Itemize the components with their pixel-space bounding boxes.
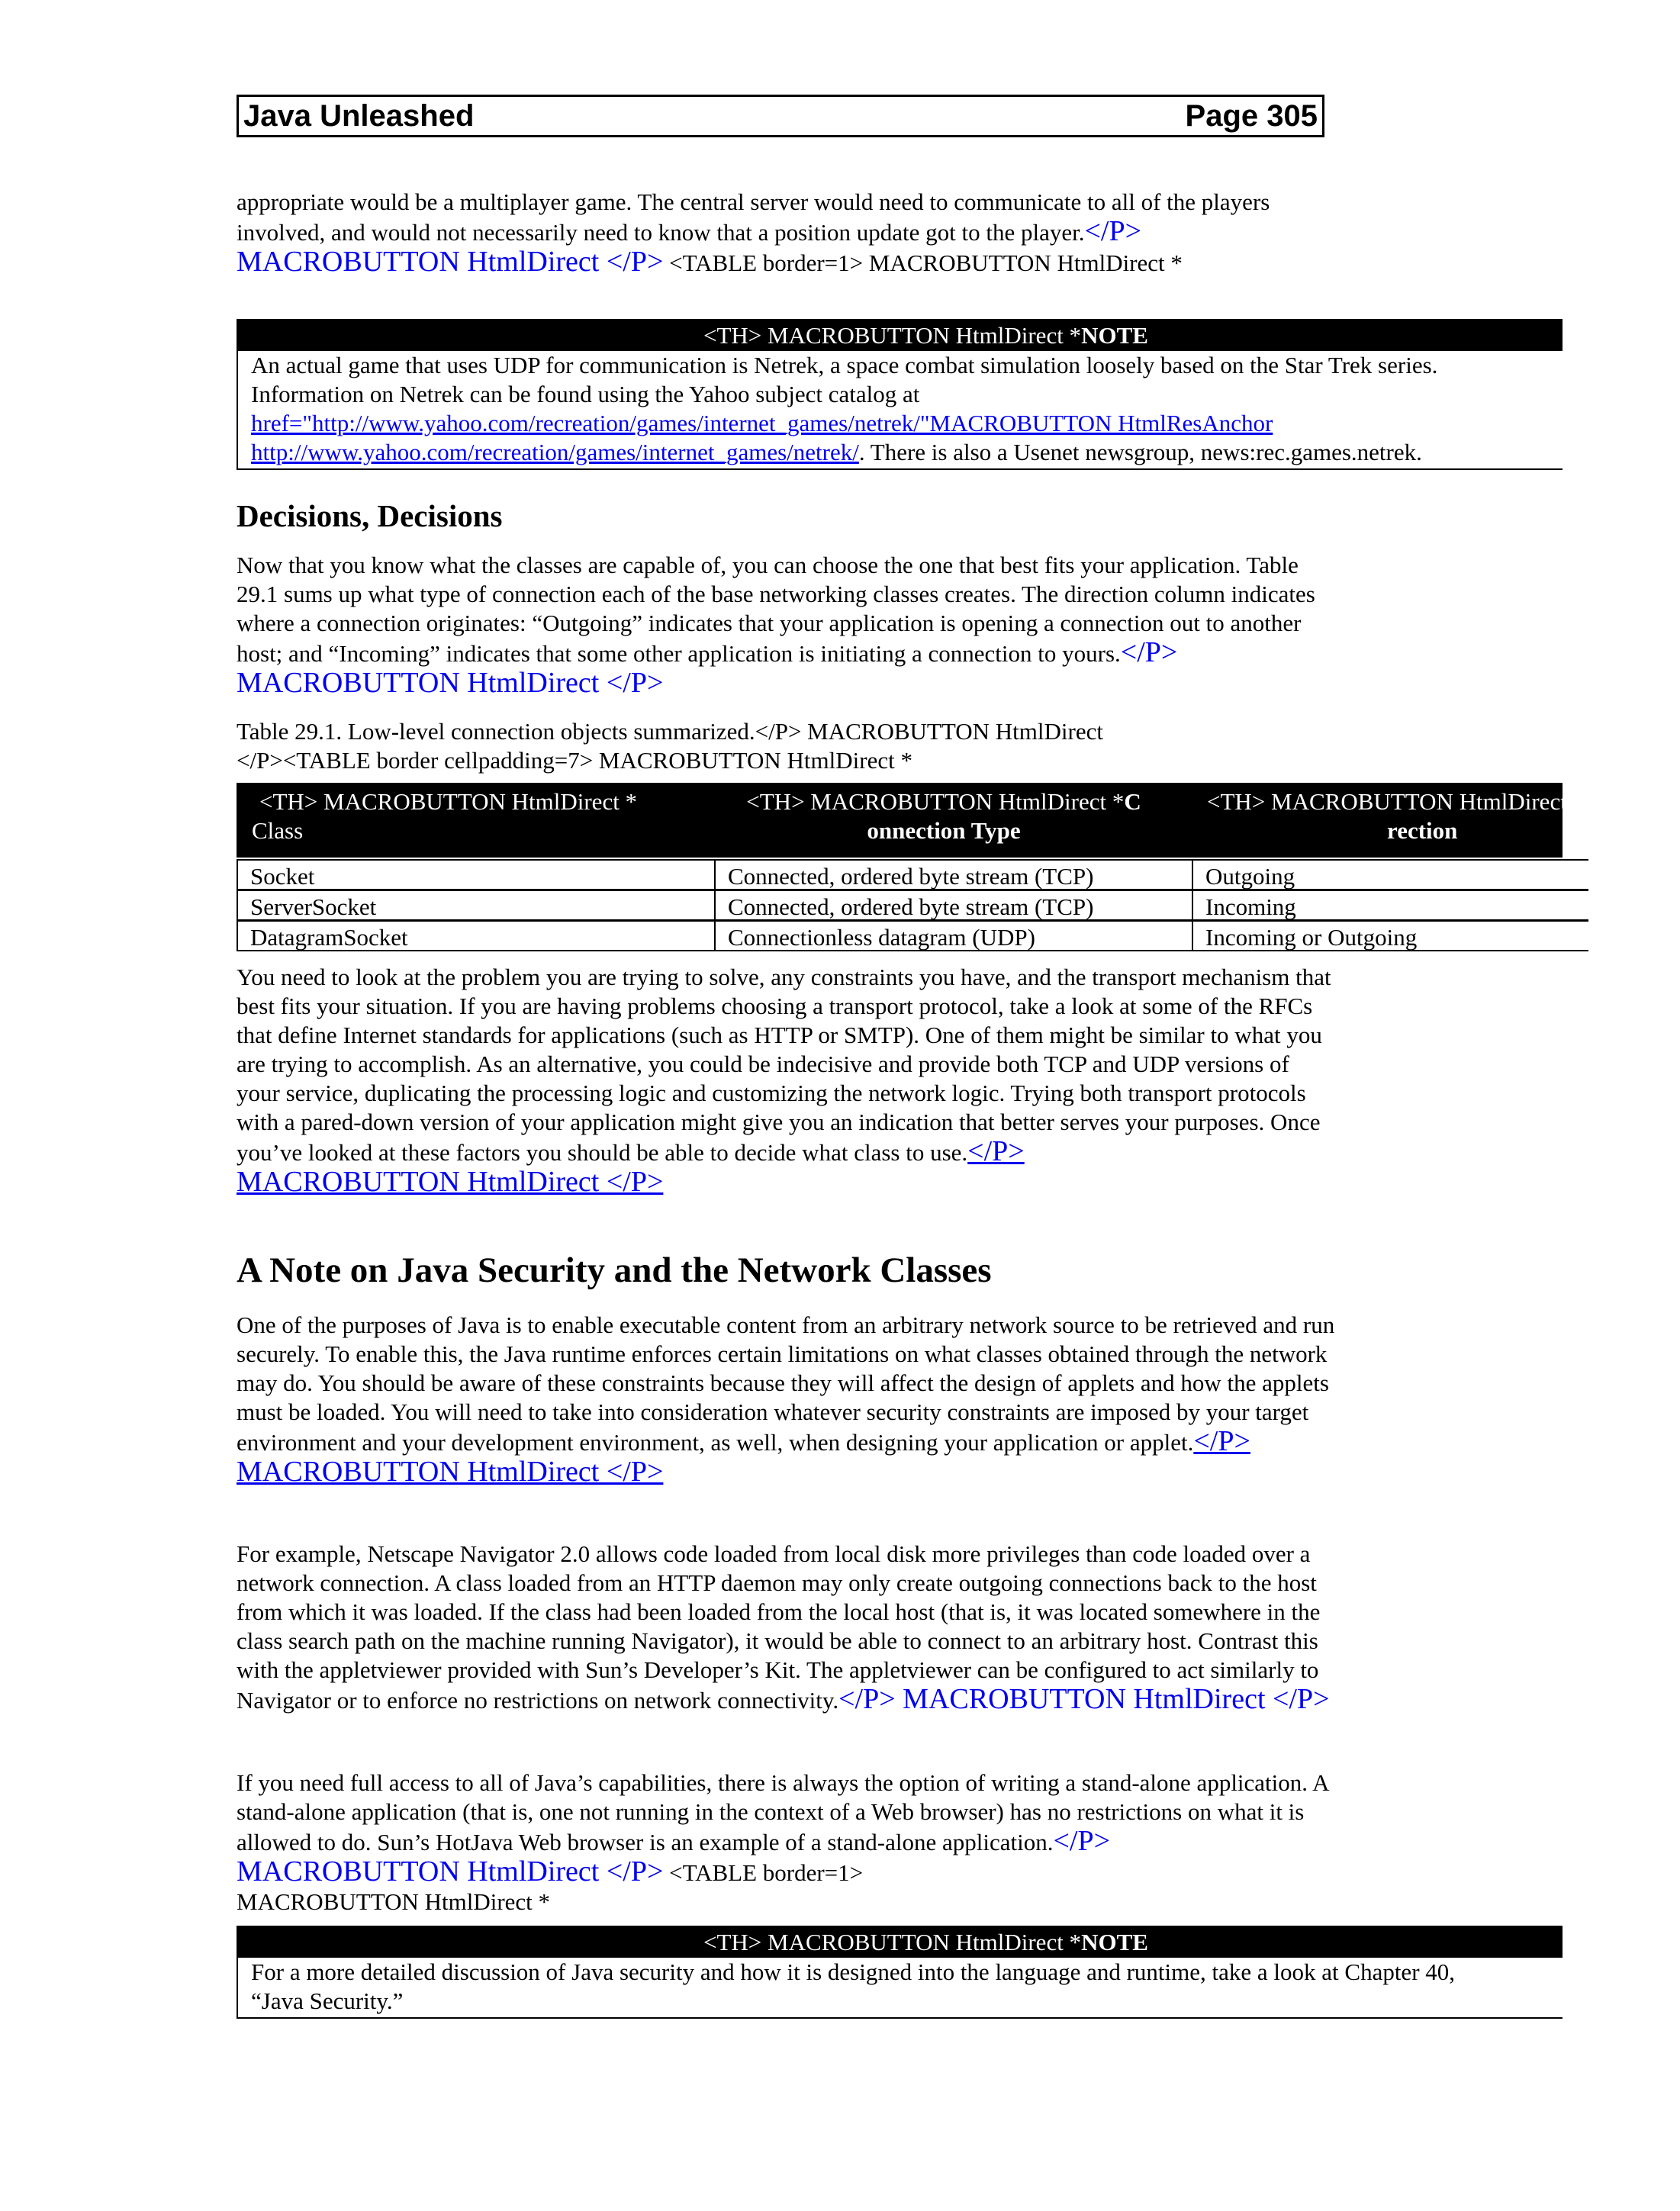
security-paragraph-2: For example, Netscape Navigator 2.0 allows code loaded from local disk more privileges than code loaded over a network connection. A class loaded from an HTTP daemon may only create outgoing connections back to the host from which it was loaded. If the class had been loaded from the local host (that is, it was located somewhere in the class search path on the machine running Navigator), it would be able to connect to an arbitrary host. Contrast this with the appletviewer provided with Sun’s Developer’s Kit. The appletviewer can be configured to act similarly to Navigator or to enforce no restrictions on network connectivity.</P> MACROBUTTON HtmlDirect </P> <box>237 1540 1330 1715</box>
macrobutton-link[interactable]: </P> <box>1193 1425 1250 1457</box>
netrek-anchor-link[interactable]: href="http://www.yahoo.com/recreation/games/internet_games/netrek/"MACROBUTTON HtmlResAnchor <box>251 410 1273 436</box>
intro-text: appropriate would be a multiplayer game. The central server would need to communicate to all of the players involved, and would not necessarily need to know that a position update got to the player. <box>237 188 1270 246</box>
book-title: Java Unleashed <box>243 98 475 133</box>
note-box <box>237 1926 1563 2019</box>
table-caption: Table 29.1. Low-level connection objects summarized.</P> MACROBUTTON HtmlDirect </P><TABLE border cellpadding=7> MACROBUTTON HtmlDirect * <box>237 718 1103 774</box>
note-header: <TH> MACROBUTTON HtmlDirect *NOTE <box>238 320 1563 351</box>
macrobutton-link[interactable]: </P> MACROBUTTON HtmlDirect </P> <box>237 215 1142 278</box>
security-paragraph-3: If you need full access to all of Java’s capabilities, there is always the option of writing a stand-alone application. A stand-alone application (that is, one not running in the context of a Web browser) has no restrictions on what it is allowed to do. Sun’s HotJava Web browser is an example of a stand-alone application.</P> MACROBUTTON HtmlDirect </P> <TABLE border=1> MACROBUTTON HtmlDirect * <box>237 1769 1328 1915</box>
section-heading: A Note on Java Security and the Network Classes <box>237 1250 992 1290</box>
note-body: An actual game that uses UDP for communication is Netrek, a space combat simulation loosely based on the Star Trek series. Information on Netrek can be found using the Yahoo subject catalog at href="http://www.yahoo.com/recreation/games/internet_games/netrek/"MACROBUTTON HtmlResAnchor http://www.yahoo.com/recreation/games/internet_games/netrek/. There is also a Usenet newsgroup, news:rec.games.netrek. <box>251 352 1438 465</box>
intro-paragraph <box>237 188 1335 278</box>
netrek-url-link[interactable]: http://www.yahoo.com/recreation/games/internet_games/netrek/ <box>251 439 859 465</box>
macrobutton-link[interactable]: MACROBUTTON HtmlDirect </P> <box>237 1456 664 1488</box>
decisions-paragraph: Now that you know what the classes are capable of, you can choose the one that best fits your application. Table 29.1 sums up what type of connection each of the base networking classes creates. The direction column indicates where a connection originates: “Outgoing” indicates that your application is opening a connection out to another host; and “Incoming” indicates that some other application is initiating a connection to yours.</P> MACROBUTTON HtmlDirect </P> <box>237 552 1315 699</box>
macrobutton-link[interactable]: </P> MACROBUTTON HtmlDirect </P> <box>237 636 1178 699</box>
security-paragraph-1: One of the purposes of Java is to enable executable content from an arbitrary network source to be retrieved and run securely. To enable this, the Java runtime enforces certain limitations on what classes obtained through the network may do. You should be aware of these constraints because they will affect the design of applets and how the applets must be loaded. You will need to take into consideration whatever security constraints are imposed by your target environment and your development environment, as well, when designing your application or applet.</P> MACROBUTTON HtmlDirect </P> <box>237 1311 1335 1488</box>
th-direction: <TH> MACROBUTTON HtmlDirect *Di rection <box>1207 788 1609 844</box>
note-box <box>237 319 1563 470</box>
th-connection-type: <TH> MACROBUTTON HtmlDirect *C onnection Type <box>746 788 1141 844</box>
section-heading: Decisions, Decisions <box>237 498 503 533</box>
page-number: Page 305 <box>1185 98 1318 133</box>
macrobutton-link[interactable]: </P> <box>967 1135 1025 1167</box>
macrobutton-link[interactable]: MACROBUTTON HtmlDirect </P> <box>237 1166 664 1198</box>
table-row: ServerSocket Connected, ordered byte stream (TCP) Incoming <box>237 890 1563 921</box>
macrobutton-link[interactable]: </P> MACROBUTTON HtmlDirect </P> <box>237 1825 1111 1888</box>
note-header: <TH> MACROBUTTON HtmlDirect *NOTE <box>238 1927 1563 1958</box>
th-class: <TH> MACROBUTTON HtmlDirect * Class <box>252 788 638 844</box>
table-header-row <box>237 783 1609 858</box>
table-row: Socket Connected, ordered byte stream (TCP) Outgoing <box>237 859 1563 890</box>
intro-tail: <TABLE border=1> MACROBUTTON HtmlDirect * <box>663 249 1183 276</box>
page-header <box>237 95 1324 137</box>
table-row: DatagramSocket Connectionless datagram (UDP) Incoming or Outgoing <box>237 920 1563 951</box>
macrobutton-link[interactable]: </P> MACROBUTTON HtmlDirect </P> <box>838 1683 1330 1715</box>
transport-paragraph: You need to look at the problem you are trying to solve, any constraints you have, and the transport mechanism that best fits your situation. If you are having problems choosing a transport protocol, take a look at some of the RFCs that define Internet standards for applications (such as HTTP or SMTP). One of them might be similar to what you are trying to accomplish. As an alternative, you could be indecisive and provide both TCP and UDP versions of your service, duplicating the processing logic and customizing the network logic. Trying both transport protocols with a pared-down version of your application might give you an indication that better serves your purposes. Once you’ve looked at these factors you should be able to decide what class to use.</P> MACROBUTTON HtmlDirect </P> <box>237 964 1331 1198</box>
note-body: For a more detailed discussion of Java security and how it is designed into the language and runtime, take a look at Chapter 40, “Java Security.” <box>251 1958 1456 2014</box>
